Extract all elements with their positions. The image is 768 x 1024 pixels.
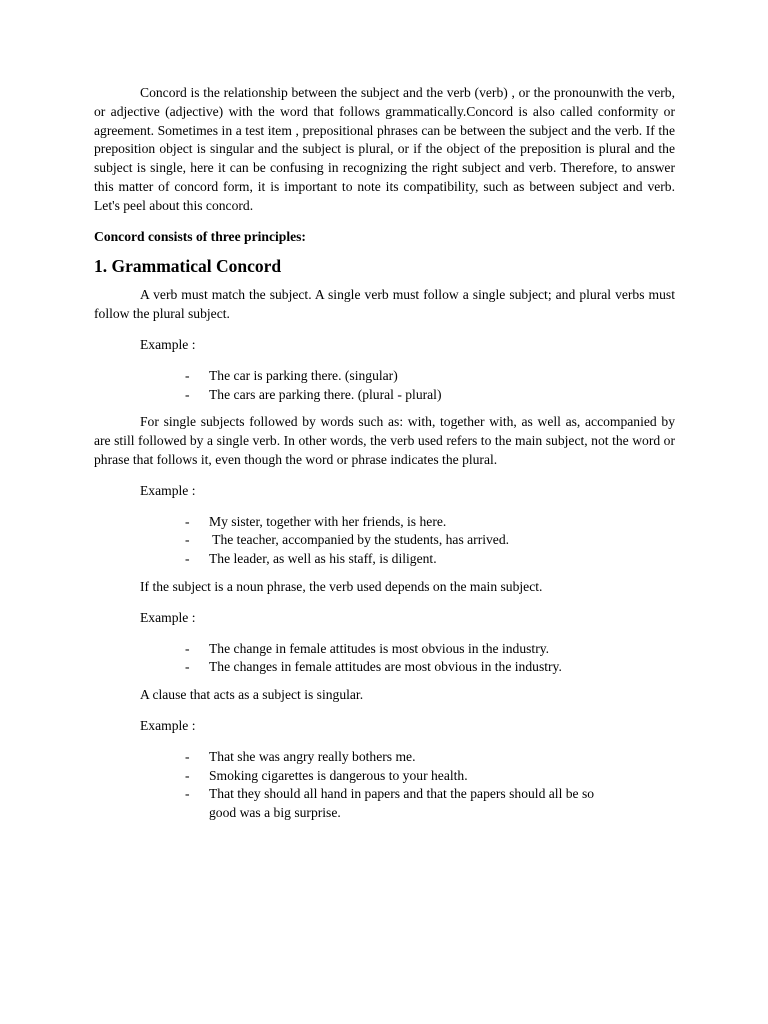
dash-bullet: - <box>185 367 190 383</box>
list-item <box>185 658 675 677</box>
list-item <box>185 531 675 550</box>
list-item <box>185 640 675 659</box>
list-item <box>185 367 675 386</box>
list-item-text: The car is parking there. (singular) <box>209 367 398 383</box>
rule-paragraph-3: If the subject is a noun phrase, the verb used depends on the main subject. <box>140 578 543 594</box>
dash-bullet: - <box>185 767 190 783</box>
list-item <box>185 550 675 569</box>
intro-paragraph: Concord is the relationship between the subject and the verb (verb) , or the pronounwith the verb, or adjective (adjective) with the word that follows grammatically.Concord is also called conformity or agreement. Sometimes in a test item , prepositional phrases can be between the subject and the verb. If the preposition object is singular and the subject is plural, or if the object of the preposition is plural and the subject is single, here it can be confusing in recognizing the right subject and verb. Therefore, to answer this matter of concord form, it is important to note its compatibility, such as between subject and verb. Let's peel about this concord. <box>94 85 675 213</box>
list-item-text: The leader, as well as his staff, is diligent. <box>209 551 437 567</box>
list-item <box>185 386 675 405</box>
list-item-text: The cars are parking there. (plural - plural) <box>209 386 442 402</box>
principles-label: Concord consists of three principles: <box>94 228 306 244</box>
dash-bullet: - <box>185 513 190 529</box>
document-page <box>94 84 675 823</box>
list-item-text: That they should all hand in papers and that the papers should all be so good was a big surprise. <box>209 786 595 821</box>
list-item-text: The teacher, accompanied by the students, has arrived. <box>209 532 510 548</box>
dash-bullet: - <box>185 659 190 675</box>
rule-paragraph-2: For single subjects followed by words such as: with, together with, as well as, accompanied by are still followed by a single verb. In other words, the verb used refers to the main subject, not the word or phrase that follows it, even though the word or phrase indicates the plural. <box>94 414 675 467</box>
dash-bullet: - <box>185 551 190 567</box>
list-item-text: Smoking cigarettes is dangerous to your health. <box>209 767 468 783</box>
dash-bullet: - <box>185 640 190 656</box>
example-label: Example : <box>140 717 196 733</box>
example-label: Example : <box>140 336 196 352</box>
list-item-text: The changes in female attitudes are most obvious in the industry. <box>209 659 562 675</box>
dash-bullet: - <box>185 748 190 764</box>
example-label: Example : <box>140 482 196 498</box>
example-list-1 <box>94 367 675 405</box>
list-item-text: The change in female attitudes is most obvious in the industry. <box>209 640 550 656</box>
example-list-3 <box>94 640 675 678</box>
rule-paragraph-1: A verb must match the subject. A single verb must follow a single subject; and plural verbs must follow the plural subject. <box>94 287 675 322</box>
list-item <box>185 748 675 767</box>
dash-bullet: - <box>185 532 190 548</box>
example-list-2 <box>94 513 675 569</box>
dash-bullet: - <box>185 386 190 402</box>
section-heading: 1. Grammatical Concord <box>94 256 282 277</box>
list-item <box>185 513 675 532</box>
list-item <box>185 767 675 786</box>
example-label: Example : <box>140 609 196 625</box>
list-item-text: My sister, together with her friends, is here. <box>209 513 447 529</box>
example-list-4 <box>94 748 675 823</box>
list-item-text: That she was angry really bothers me. <box>209 748 416 764</box>
dash-bullet: - <box>185 786 190 802</box>
rule-paragraph-4: A clause that acts as a subject is singular. <box>140 687 364 703</box>
list-item <box>185 785 675 823</box>
